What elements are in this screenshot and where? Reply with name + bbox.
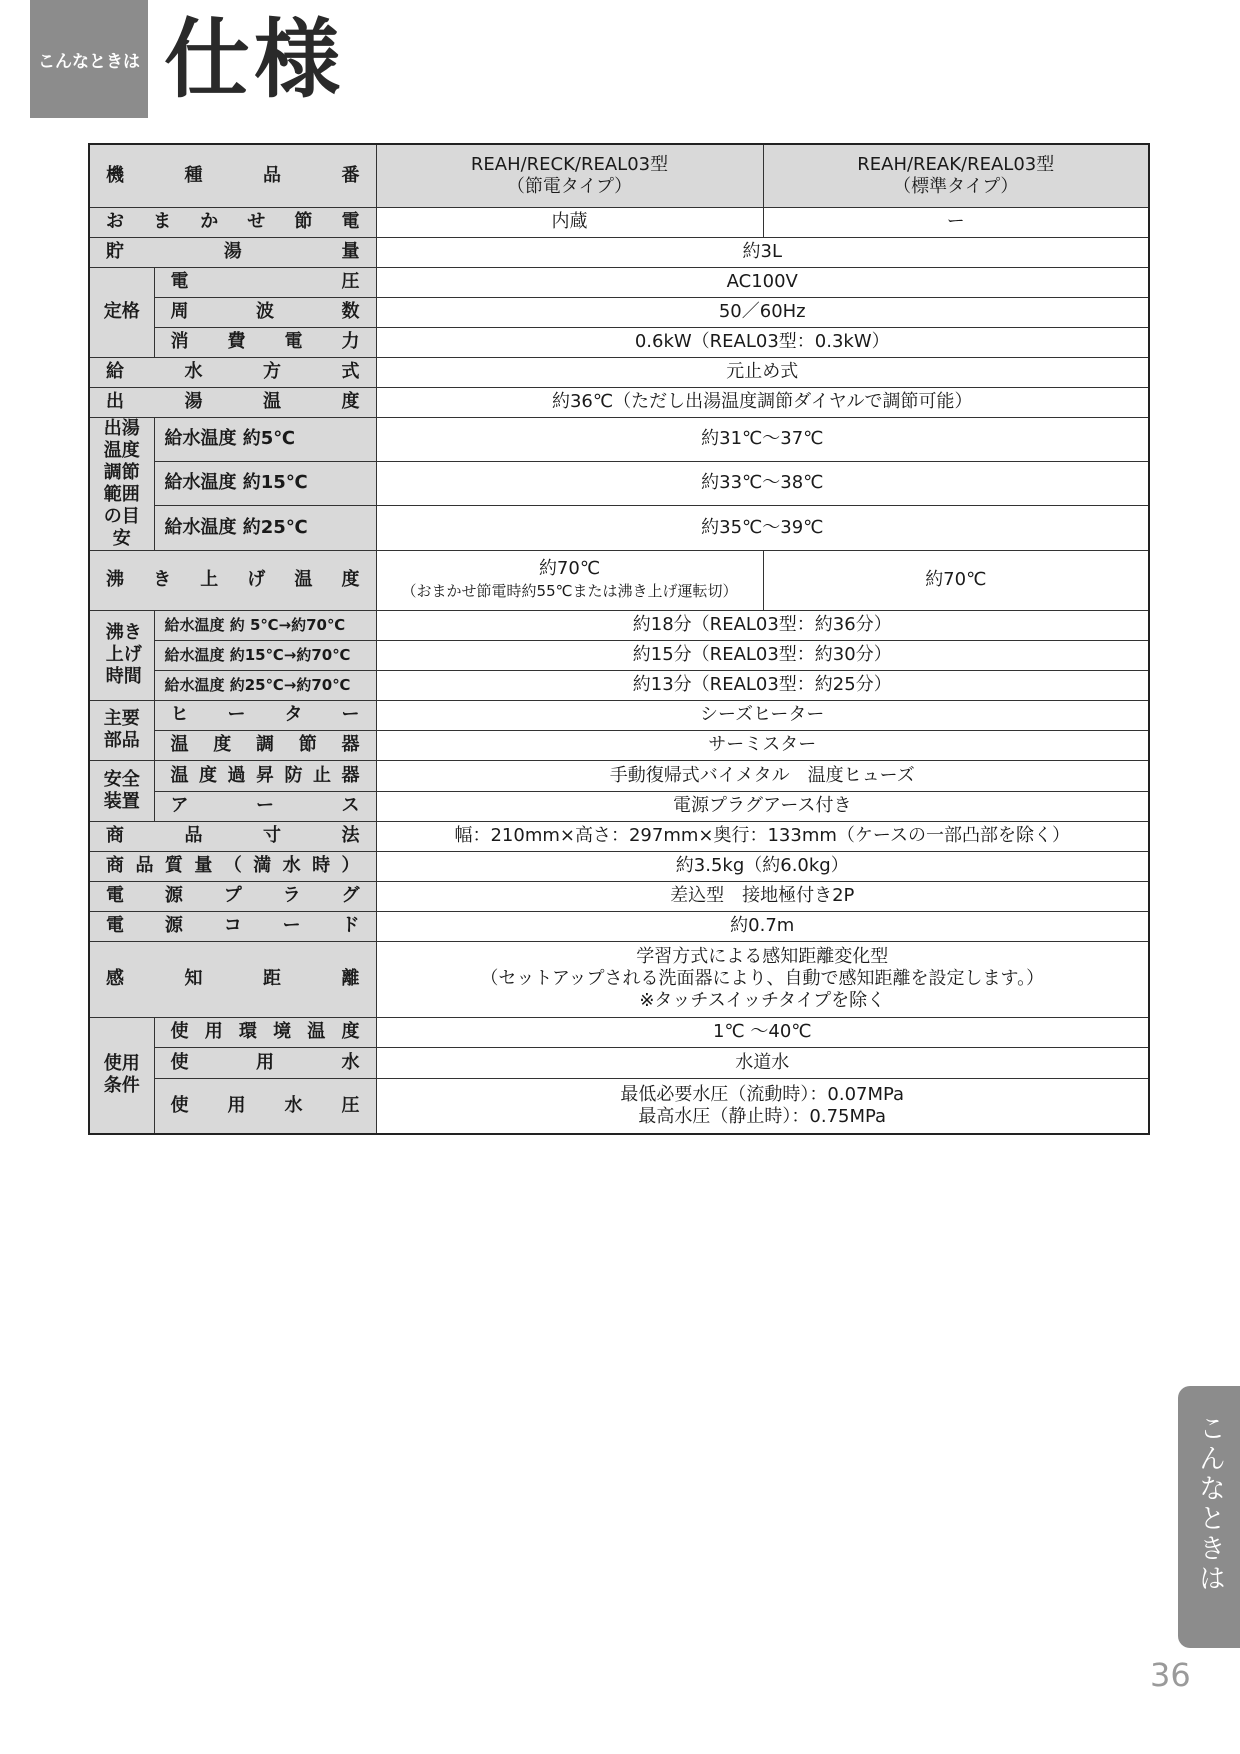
table-row [89, 237, 1149, 267]
row-label: 給水温度 約5℃ [164, 428, 296, 450]
col2-model: REAH/REAK/REAL03型 [857, 153, 1055, 175]
cell: 約3.5kg（約6.0kg） [376, 851, 1149, 881]
table-row [89, 1047, 1149, 1078]
group-label: 安全 [103, 768, 140, 790]
group-label: 主要 [103, 708, 140, 729]
table-row [89, 700, 1149, 730]
cell: サーミスター [376, 730, 1149, 760]
cell: 約31℃～37℃ [376, 417, 1149, 461]
cell-line: 学習方式による感知距離変化型 [636, 946, 889, 967]
row-label: 商 品 寸 法 [106, 825, 360, 846]
row-label: 電 源 コ ー ド [106, 915, 360, 936]
cell: 元止め式 [376, 357, 1149, 387]
group-range [89, 417, 154, 550]
table-row [89, 911, 1149, 941]
cell: 水道水 [376, 1047, 1149, 1078]
cell: 約36℃（ただし出湯温度調節ダイヤルで調節可能） [376, 387, 1149, 417]
cell: 約33℃～38℃ [376, 461, 1149, 505]
row-label: 沸 き 上 げ 温 度 [106, 569, 360, 590]
row-label: お ま か せ 節 電 [106, 211, 360, 232]
table-row [89, 610, 1149, 640]
cell-line: ※タッチスイッチタイプを除く [639, 990, 886, 1011]
side-tab-label: こんなときは [1194, 1414, 1225, 1594]
cell [376, 941, 1149, 1017]
group-label: 部品 [103, 730, 140, 751]
group-label: 装置 [103, 790, 140, 812]
group-safety [89, 760, 154, 821]
cell: ー [763, 207, 1149, 237]
cell: 1℃ ～40℃ [376, 1017, 1149, 1047]
table-row [89, 821, 1149, 851]
row-label: 使 用 水 圧 [170, 1094, 360, 1116]
row-label: 給 水 方 式 [106, 361, 360, 382]
row-label: 感 知 距 離 [106, 968, 360, 989]
group-label: 出湯温度 [103, 417, 140, 461]
col2-header [763, 144, 1149, 207]
cell-line: （おまかせ節電時約55℃または沸き上げ運転切） [401, 582, 738, 600]
table-row [89, 327, 1149, 357]
table-row [89, 461, 1149, 505]
cell: 約13分（REAL03型：約25分） [376, 670, 1149, 700]
table-row [89, 207, 1149, 237]
cell: AC100V [376, 267, 1149, 297]
table-row [89, 670, 1149, 700]
col1-header [376, 144, 763, 207]
row-label: 電 圧 [170, 271, 360, 292]
group-label: 定格 [103, 301, 140, 322]
table-row [89, 550, 1149, 610]
row-label: 電 源 プ ラ グ [106, 885, 360, 906]
row-label: 貯 湯 量 [106, 241, 360, 262]
row-label: 給水温度 約 5℃→約70℃ [164, 616, 346, 634]
row-label: 給水温度 約15℃→約70℃ [164, 646, 351, 664]
table-row [89, 941, 1149, 1017]
model-label-cell [89, 144, 376, 207]
row-label: 機 種 品 番 [106, 164, 360, 186]
row-label: 温 度 過 昇 防 止 器 [170, 764, 360, 786]
cell-line: （セットアップされる洗面器により、自動で感知距離を設定します。） [480, 968, 1045, 989]
row-label: ヒ ー タ ー [170, 704, 360, 725]
table-row [89, 791, 1149, 821]
table-row [89, 760, 1149, 791]
row-label: 使 用 環 境 温 度 [170, 1021, 360, 1042]
group-boil-time [89, 610, 154, 700]
cell: 50／60Hz [376, 297, 1149, 327]
cell: 約15分（REAL03型：約30分） [376, 640, 1149, 670]
section-tag: こんなときは [30, 0, 148, 118]
group-rating [89, 267, 154, 357]
cell: 約70℃ [763, 550, 1149, 610]
table-row [89, 851, 1149, 881]
cell: 約35℃～39℃ [376, 506, 1149, 550]
cell: 差込型 接地極付き2P [376, 881, 1149, 911]
row-label: 商 品 質 量 （ 満 水 時 ） [106, 855, 360, 876]
row-label: ア ー ス [170, 795, 360, 816]
row-label: 給水温度 約25℃ [164, 516, 308, 538]
group-label: 調節範囲 [103, 461, 140, 505]
table-row [89, 144, 1149, 207]
cell: 0.6kW（REAL03型：0.3kW） [376, 327, 1149, 357]
cell: 手動復帰式バイメタル 温度ヒューズ [376, 760, 1149, 791]
cell: 内蔵 [376, 207, 763, 237]
cell: 幅：210mm×高さ：297mm×奥行：133mm（ケースの一部凸部を除く） [376, 821, 1149, 851]
table-row [89, 730, 1149, 760]
spec-table [88, 143, 1150, 1135]
table-row [89, 357, 1149, 387]
row-label: 使 用 水 [170, 1051, 360, 1073]
group-use [89, 1017, 154, 1134]
group-label: 条件 [103, 1075, 140, 1097]
table-row [89, 1017, 1149, 1047]
group-label: 沸き上げ [105, 622, 142, 665]
cell: 約3L [376, 237, 1149, 267]
col2-type: （標準タイプ） [893, 175, 1019, 197]
table-row [89, 640, 1149, 670]
cell [376, 1078, 1149, 1134]
cell [376, 550, 763, 610]
table-row [89, 297, 1149, 327]
group-label: 使用 [103, 1053, 140, 1075]
table-row [89, 1078, 1149, 1134]
cell-line: 約70℃ [538, 558, 601, 579]
row-label: 給水温度 約15℃ [164, 472, 308, 494]
page-number: 36 [1150, 1656, 1191, 1694]
table-row [89, 417, 1149, 461]
group-parts [89, 700, 154, 760]
col1-model: REAH/RECK/REAL03型 [470, 153, 669, 175]
row-label: 給水温度 約25℃→約70℃ [164, 676, 351, 694]
group-label: 時間 [105, 666, 142, 687]
table-row [89, 881, 1149, 911]
cell-line: 最高水圧（静止時）：0.75MPa [638, 1105, 887, 1127]
row-label: 消 費 電 力 [170, 331, 360, 352]
side-index-tab [1178, 1386, 1240, 1648]
page-title: 仕様 [164, 10, 344, 110]
cell: シーズヒーター [376, 700, 1149, 730]
cell-line: 最低必要水圧（流動時）：0.07MPa [620, 1083, 905, 1105]
row-label: 温 度 調 節 器 [170, 734, 360, 755]
row-label: 出 湯 温 度 [106, 391, 360, 412]
cell: 電源プラグアース付き [376, 791, 1149, 821]
table-row [89, 387, 1149, 417]
cell: 約0.7m [376, 911, 1149, 941]
cell: 約18分（REAL03型：約36分） [376, 610, 1149, 640]
table-row [89, 506, 1149, 550]
group-label: の目安 [103, 505, 140, 549]
row-label: 周 波 数 [170, 301, 360, 322]
table-row [89, 267, 1149, 297]
col1-type: （節電タイプ） [506, 175, 633, 197]
